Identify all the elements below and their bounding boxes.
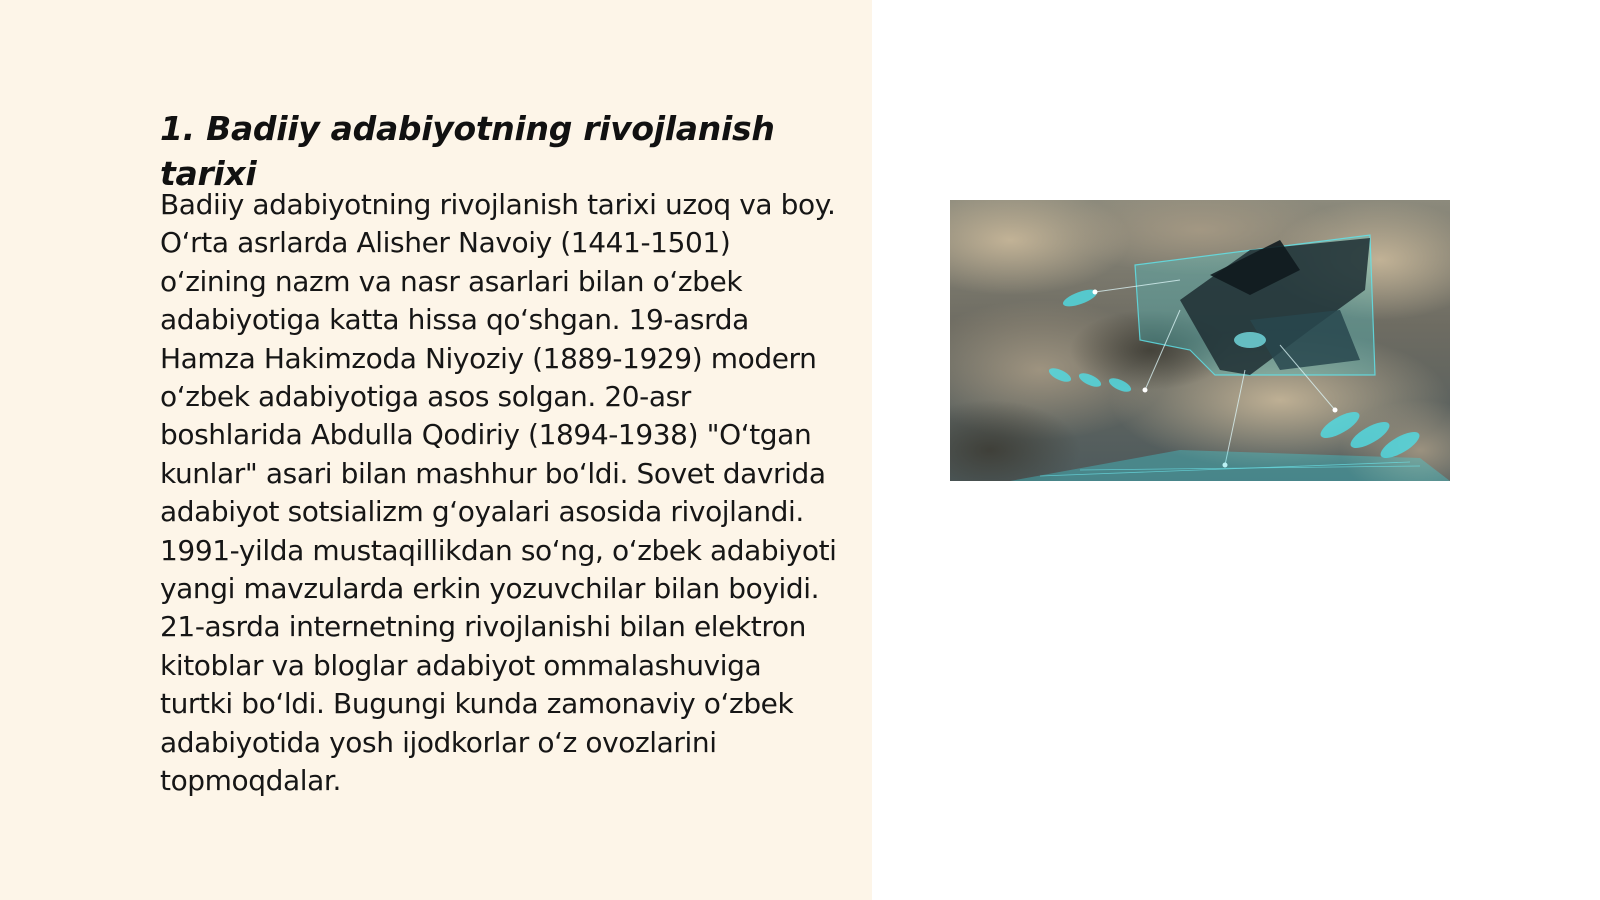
- slide-body-text: Badiiy adabiyotning rivojlanish tarixi uzoq va boy. O‘rta asrlarda Alisher Navoiy (1441-1501) o‘zining nazm va nasr asarlari bilan o‘zbek adabiyotiga katta hissa qo‘shgan. 19-asrda Hamza Hakimzoda Niyoziy (1889-1929) modern o‘zbek adabiyotiga asos solgan. 20-asr boshlarida Abdulla Qodiriy (1894-1938) "O‘tgan kunlar" asari bilan mashhur bo‘ldi. Sovet davrida adabiyot sotsializm g‘oyalari asosida rivojlandi. 1991-yilda mustaqillikdan so‘ng, o‘zbek adabiyoti yangi mavzularda erkin yozuvchilar bilan boyidi. 21-asrda internetning rivojlanishi bilan elektron kitoblar va bloglar adabiyot ommalashuviga turtki bo‘ldi. Bugungi kunda zamonaviy o‘zbek adabiyotida yosh ijodkorlar o‘z ovozlarini topmoqdalar.: [160, 188, 837, 798]
- slide-title: 1. Badiiy adabiyotning rivojlanish tarixi: [160, 109, 775, 193]
- aircraft-hologram-image: [950, 200, 1450, 481]
